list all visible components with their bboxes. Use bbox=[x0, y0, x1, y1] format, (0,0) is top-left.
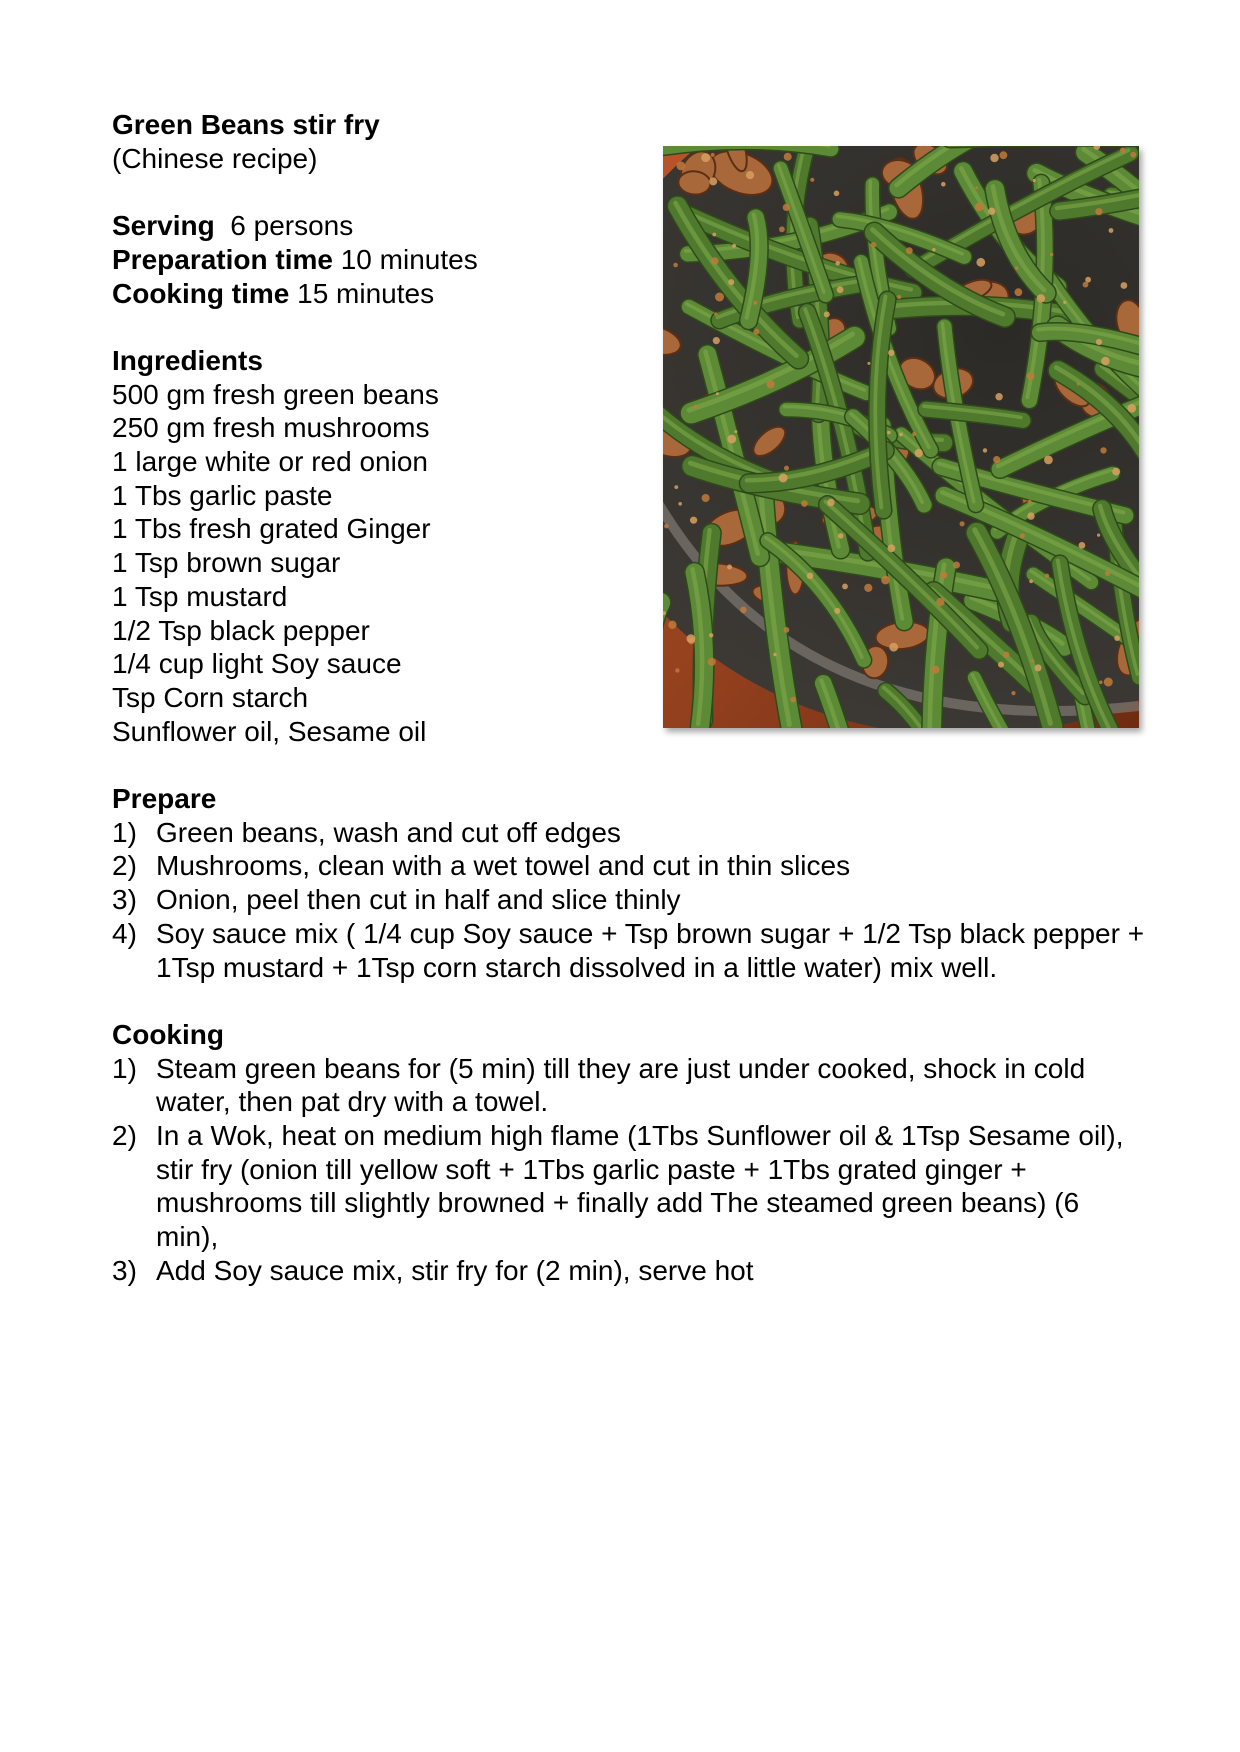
step-text: Mushrooms, clean with a wet towel and cut in thin slices bbox=[156, 850, 851, 882]
garlic-ginger-fleck bbox=[807, 573, 814, 580]
garlic-ginger-fleck bbox=[1063, 301, 1066, 304]
garlic-ginger-fleck bbox=[1114, 635, 1120, 641]
garlic-ginger-fleck bbox=[715, 293, 724, 302]
garlic-ginger-fleck bbox=[753, 301, 757, 305]
garlic-ginger-fleck bbox=[1128, 404, 1137, 413]
cooking-step bbox=[112, 1254, 1156, 1288]
garlic-ginger-fleck bbox=[674, 485, 678, 489]
garlic-ginger-fleck bbox=[998, 662, 1004, 668]
garlic-ginger-fleck bbox=[836, 261, 840, 265]
prep-time-value: 10 minutes bbox=[340, 243, 478, 275]
garlic-ginger-fleck bbox=[995, 393, 1002, 400]
garlic-ginger-fleck bbox=[779, 226, 785, 232]
prepare-step bbox=[112, 849, 1156, 883]
ingredient-item: 1/2 Tsp black pepper bbox=[112, 614, 370, 646]
garlic-ginger-fleck bbox=[790, 697, 796, 703]
garlic-ginger-fleck bbox=[1027, 372, 1035, 380]
garlic-ginger-fleck bbox=[1099, 681, 1103, 685]
garlic-ginger-fleck bbox=[740, 607, 747, 614]
garlic-ginger-fleck bbox=[837, 286, 844, 293]
step-text: Green beans, wash and cut off edges bbox=[156, 816, 621, 848]
garlic-ginger-fleck bbox=[1033, 179, 1036, 182]
step-text: Add Soy sauce mix, stir fry for (2 min), serve hot bbox=[156, 1254, 754, 1286]
garlic-ginger-fleck bbox=[940, 572, 947, 579]
garlic-ginger-fleck bbox=[975, 203, 984, 212]
garlic-ginger-fleck bbox=[767, 380, 775, 388]
garlic-ginger-fleck bbox=[1095, 208, 1102, 215]
garlic-ginger-fleck bbox=[716, 392, 719, 395]
garlic-ginger-fleck bbox=[912, 432, 916, 436]
spacer bbox=[112, 984, 1132, 1018]
ingredient-item: 1 large white or red onion bbox=[112, 446, 428, 477]
garlic-ginger-fleck bbox=[824, 311, 830, 317]
ingredient-item: 1/4 cup light Soy sauce bbox=[112, 648, 402, 680]
step-text: water, then pat dry with a towel. bbox=[156, 1086, 549, 1118]
garlic-ginger-fleck bbox=[783, 204, 790, 211]
garlic-ginger-fleck bbox=[773, 653, 776, 656]
garlic-ginger-fleck bbox=[867, 362, 870, 365]
garlic-ginger-fleck bbox=[732, 244, 736, 248]
garlic-ginger-fleck bbox=[1020, 533, 1025, 538]
garlic-ginger-fleck bbox=[1112, 468, 1120, 476]
step-text: min), bbox=[156, 1221, 219, 1253]
garlic-ginger-fleck bbox=[784, 466, 789, 471]
step-number: 3) bbox=[112, 1254, 137, 1286]
garlic-ginger-fleck bbox=[687, 634, 696, 643]
green-bean bbox=[663, 146, 831, 149]
garlic-ginger-fleck bbox=[888, 350, 894, 356]
garlic-ginger-fleck bbox=[887, 431, 890, 434]
garlic-ginger-fleck bbox=[711, 257, 719, 265]
garlic-ginger-fleck bbox=[827, 499, 834, 506]
ingredient-item: 1 Tsp brown sugar bbox=[112, 547, 341, 579]
step-text: 1Tsp mustard + 1Tsp corn starch dissolved in a little water) mix well. bbox=[156, 951, 998, 983]
garlic-ginger-fleck bbox=[711, 153, 715, 157]
garlic-ginger-fleck bbox=[871, 242, 877, 248]
garlic-ginger-fleck bbox=[1109, 228, 1114, 233]
cooking-step bbox=[112, 1052, 1156, 1119]
garlic-ginger-fleck bbox=[834, 608, 840, 614]
garlic-ginger-fleck bbox=[932, 248, 935, 251]
garlic-ginger-fleck bbox=[675, 668, 679, 672]
garlic-ginger-fleck bbox=[899, 433, 903, 437]
garlic-ginger-fleck bbox=[842, 584, 848, 590]
garlic-ginger-fleck bbox=[915, 449, 923, 457]
step-number: 3) bbox=[112, 884, 137, 916]
prep-time-label: Preparation time bbox=[112, 243, 333, 275]
garlic-ginger-fleck bbox=[727, 565, 732, 570]
prepare-steps bbox=[112, 816, 1145, 985]
garlic-ginger-fleck bbox=[664, 524, 669, 529]
step-text: Steam green beans for (5 min) till they are just under cooked, shock in cold bbox=[156, 1052, 1086, 1084]
garlic-ginger-fleck bbox=[1003, 652, 1009, 658]
ingredient-item: 1 Tbs fresh grated Ginger bbox=[112, 513, 431, 545]
garlic-ginger-fleck bbox=[712, 233, 716, 237]
garlic-ginger-fleck bbox=[1104, 678, 1113, 687]
step-text: mushrooms till slightly browned + finally add The steamed green beans) (6 bbox=[156, 1187, 1080, 1219]
serving-label: Serving bbox=[112, 210, 215, 242]
garlic-ginger-fleck bbox=[888, 544, 896, 552]
ingredient-item: 500 gm fresh green beans bbox=[112, 378, 439, 410]
step-number: 2) bbox=[112, 850, 137, 882]
garlic-ginger-fleck bbox=[1035, 664, 1042, 671]
garlic-ginger-fleck bbox=[713, 337, 720, 344]
prepare-step bbox=[112, 917, 1156, 984]
garlic-ginger-fleck bbox=[1085, 277, 1091, 283]
garlic-ginger-fleck bbox=[1130, 152, 1136, 158]
garlic-ginger-fleck bbox=[702, 494, 710, 502]
garlic-ginger-fleck bbox=[728, 279, 734, 285]
garlic-ginger-fleck bbox=[1079, 542, 1086, 549]
prepare-step bbox=[112, 816, 1156, 850]
garlic-ginger-fleck bbox=[1120, 148, 1126, 154]
ingredient-item: 1 Tbs garlic paste bbox=[112, 479, 333, 511]
step-number: 1) bbox=[112, 816, 137, 848]
garlic-ginger-fleck bbox=[975, 186, 978, 189]
step-number: 2) bbox=[112, 1120, 137, 1152]
garlic-ginger-fleck bbox=[1050, 253, 1053, 256]
garlic-ginger-fleck bbox=[753, 329, 759, 335]
garlic-ginger-fleck bbox=[881, 576, 890, 585]
garlic-ginger-fleck bbox=[1015, 266, 1019, 270]
garlic-ginger-fleck bbox=[1044, 456, 1053, 465]
garlic-ginger-fleck bbox=[708, 658, 716, 666]
garlic-ginger-fleck bbox=[694, 405, 698, 409]
food-photo-icon bbox=[663, 146, 1139, 728]
garlic-ginger-fleck bbox=[779, 473, 788, 482]
garlic-ginger-fleck bbox=[906, 247, 913, 254]
serving-value: 6 persons bbox=[230, 210, 354, 242]
garlic-ginger-fleck bbox=[673, 263, 678, 268]
garlic-ginger-fleck bbox=[864, 584, 872, 592]
garlic-ginger-fleck bbox=[714, 312, 717, 315]
garlic-ginger-fleck bbox=[709, 633, 713, 637]
garlic-ginger-fleck bbox=[668, 621, 676, 629]
garlic-ginger-fleck bbox=[889, 643, 898, 652]
garlic-ginger-fleck bbox=[784, 627, 790, 633]
prepare-step bbox=[112, 883, 1156, 917]
garlic-ginger-fleck bbox=[1027, 512, 1034, 519]
step-number: 4) bbox=[112, 917, 137, 949]
ingredients-heading: Ingredients bbox=[112, 344, 263, 376]
garlic-ginger-fleck bbox=[690, 517, 697, 524]
garlic-ginger-fleck bbox=[810, 178, 814, 182]
green-beans-stir-fry-photo bbox=[663, 146, 1139, 728]
garlic-ginger-fleck bbox=[1101, 357, 1110, 366]
step-number: 1) bbox=[112, 1052, 137, 1084]
garlic-ginger-fleck bbox=[1011, 691, 1015, 695]
garlic-ginger-fleck bbox=[1083, 282, 1089, 288]
garlic-ginger-fleck bbox=[727, 435, 736, 444]
garlic-ginger-fleck bbox=[734, 430, 737, 433]
garlic-ginger-fleck bbox=[1121, 282, 1128, 289]
garlic-ginger-fleck bbox=[1105, 571, 1110, 576]
garlic-ginger-fleck bbox=[1077, 382, 1080, 385]
ingredient-item: Sunflower oil, Sesame oil bbox=[112, 715, 427, 747]
step-text: Soy sauce mix ( 1/4 cup Soy sauce + Tsp brown sugar + 1/2 Tsp black pepper + bbox=[156, 917, 1145, 949]
garlic-ginger-fleck bbox=[931, 666, 939, 674]
garlic-ginger-fleck bbox=[677, 162, 686, 171]
step-text: Onion, peel then cut in half and slice thinly bbox=[156, 884, 681, 916]
garlic-ginger-fleck bbox=[988, 208, 995, 215]
garlic-ginger-fleck bbox=[1028, 500, 1032, 504]
garlic-ginger-fleck bbox=[993, 456, 1000, 463]
spacer bbox=[112, 748, 1132, 782]
step-text: stir fry (onion till yellow soft + 1Tbs garlic paste + 1Tbs grated ginger + bbox=[156, 1153, 1027, 1185]
garlic-ginger-fleck bbox=[678, 502, 682, 506]
garlic-ginger-fleck bbox=[834, 191, 840, 197]
garlic-ginger-fleck bbox=[784, 153, 792, 161]
recipe-subtitle: (Chinese recipe) bbox=[112, 142, 318, 174]
garlic-ginger-fleck bbox=[1000, 151, 1008, 159]
cooking-step bbox=[112, 1119, 1156, 1254]
garlic-ginger-fleck bbox=[838, 533, 844, 539]
prepare-heading: Prepare bbox=[112, 783, 217, 815]
recipe-title: Green Beans stir fry bbox=[112, 109, 380, 140]
step-text: In a Wok, heat on medium high flame (1Tbs Sunflower oil & 1Tsp Sesame oil), bbox=[156, 1120, 1124, 1152]
garlic-ginger-fleck bbox=[1037, 294, 1045, 302]
garlic-ginger-fleck bbox=[976, 258, 985, 267]
garlic-ginger-fleck bbox=[936, 598, 944, 606]
ingredient-item: Tsp Corn starch bbox=[112, 681, 309, 713]
garlic-ginger-fleck bbox=[953, 562, 960, 569]
garlic-ginger-fleck bbox=[897, 295, 901, 299]
garlic-ginger-fleck bbox=[1100, 447, 1106, 453]
garlic-ginger-fleck bbox=[1045, 574, 1049, 578]
ingredient-item: 250 gm fresh mushrooms bbox=[112, 412, 430, 444]
garlic-ginger-fleck bbox=[709, 177, 717, 185]
garlic-ginger-fleck bbox=[1029, 579, 1033, 583]
garlic-ginger-fleck bbox=[1031, 659, 1035, 663]
garlic-ginger-fleck bbox=[990, 154, 998, 162]
ingredient-item: 1 Tsp mustard bbox=[112, 580, 288, 612]
garlic-ginger-fleck bbox=[801, 500, 808, 507]
cooking-steps bbox=[112, 1052, 1132, 1288]
garlic-ginger-fleck bbox=[983, 448, 987, 452]
cooking-heading: Cooking bbox=[112, 1018, 224, 1050]
garlic-ginger-fleck bbox=[701, 153, 710, 162]
garlic-ginger-fleck bbox=[1096, 339, 1102, 345]
garlic-ginger-fleck bbox=[960, 521, 965, 526]
garlic-ginger-fleck bbox=[1015, 288, 1023, 296]
garlic-ginger-fleck bbox=[746, 171, 754, 179]
garlic-ginger-fleck bbox=[941, 182, 946, 187]
garlic-ginger-fleck bbox=[1097, 534, 1100, 537]
cook-time-label: Cooking time bbox=[112, 277, 290, 309]
cook-time-value: 15 minutes bbox=[297, 277, 435, 309]
